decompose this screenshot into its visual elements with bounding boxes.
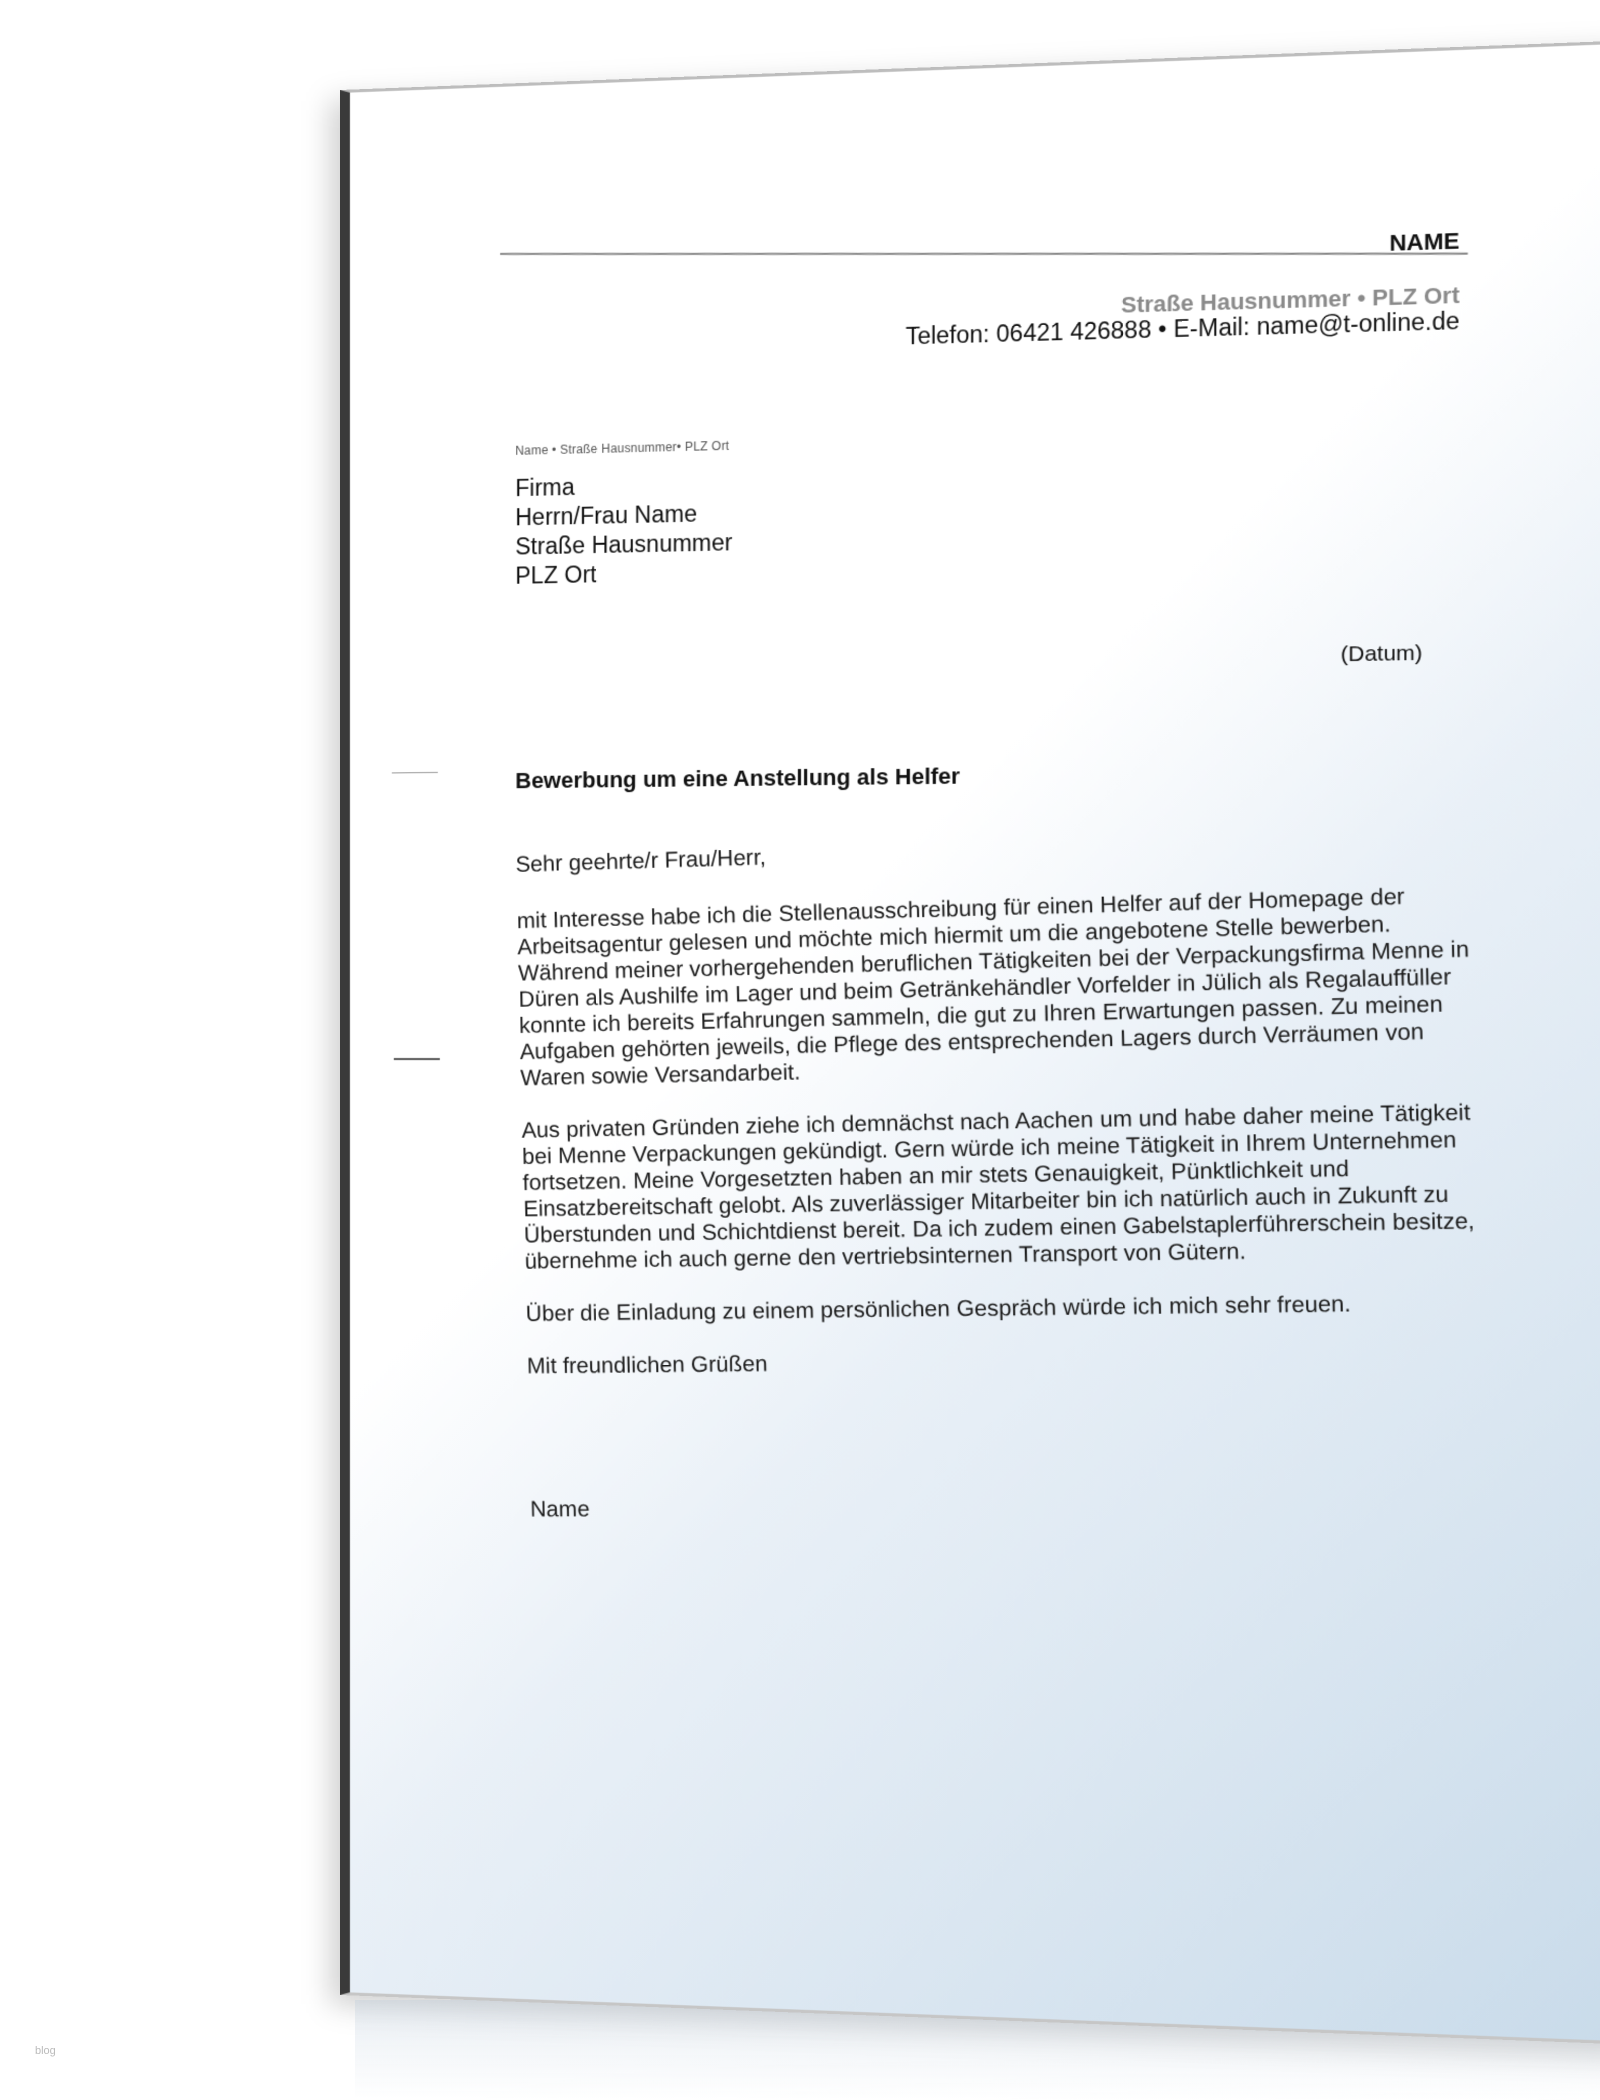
- body-paragraph-1: mit Interesse habe ich die Stellenausschreibung für einen Helfer auf der Homepage der Arbeitsagentur gelesen und möchte mich hiermit um die angebotene Stelle bewerben. Während meiner vorhergehenden beruflichen Tätigkeiten bei der Verpackungsfirma Menne in Düren als Aushilfe im Lager und beim Getränkehändler Vorfelder in Jülich als Regalauffüller konnte ich bereits Erfahrungen sammeln, die gut zu Ihren Erwartungen passen. Zu meinen Aufgaben gehörten jeweils, die Pflege des entsprechenden Lagers durch Verräumen von Waren sowie Versandarbeit.: [516, 883, 1470, 1091]
- letter-body: [515, 823, 1485, 1549]
- letter-content: [350, 44, 1600, 2041]
- sender-address: Straße Hausnummer • PLZ Ort: [1120, 282, 1460, 318]
- signature-space: [528, 1398, 1484, 1496]
- return-address-line: Name • Straße Hausnummer• PLZ Ort: [515, 438, 730, 458]
- watermark-text: blog: [35, 2045, 56, 2057]
- punch-mark: [394, 1058, 440, 1060]
- recipient-city: PLZ Ort: [515, 561, 597, 589]
- header-rule: [500, 253, 1468, 255]
- body-paragraph-3: Über die Einladung zu einem persönlichen Gespräch würde ich mich sehr freuen.: [525, 1290, 1352, 1326]
- fold-mark: [392, 772, 438, 774]
- recipient-block: [515, 469, 732, 591]
- letter-date: (Datum): [1340, 641, 1423, 667]
- body-paragraph-2: Aus privaten Gründen ziehe ich demnächst nach Aachen um und habe daher meine Tätigkeit bei Menne Verpackungen gekündigt. Gern würde ich meine Tätigkeit in Ihrem Unternehmen fortsetzen. Meine Vorgesetzten haben an mir stets Genauigkeit, Pünktlichkeit und Einsatzbereitschaft gelobt. Als zuverlässiger Mitarbeiter bin ich natürlich auch in Zukunft zu Überstunden und Schichtdienst bereit. Da ich zudem einen Gabelstaplerführerschein besitze, übernehme ich auch gerne den vertriebsinternen Transport von Gütern.: [521, 1098, 1475, 1274]
- signature-name: Name: [529, 1496, 590, 1522]
- salutation: Sehr geehrte/r Frau/Herr,: [515, 844, 767, 877]
- letter-subject: Bewerbung um eine Anstellung als Helfer: [515, 763, 960, 794]
- sender-name: NAME: [1389, 227, 1460, 256]
- closing: Mit freundlichen Grüßen: [526, 1350, 768, 1379]
- recipient-person: Herrn/Frau Name: [515, 500, 698, 531]
- sender-contact: Telefon: 06421 426888 • E-Mail: name@t-online.de: [905, 307, 1460, 350]
- letter-page: [340, 41, 1600, 2044]
- recipient-street: Straße Hausnummer: [515, 528, 733, 560]
- recipient-company: Firma: [515, 473, 575, 502]
